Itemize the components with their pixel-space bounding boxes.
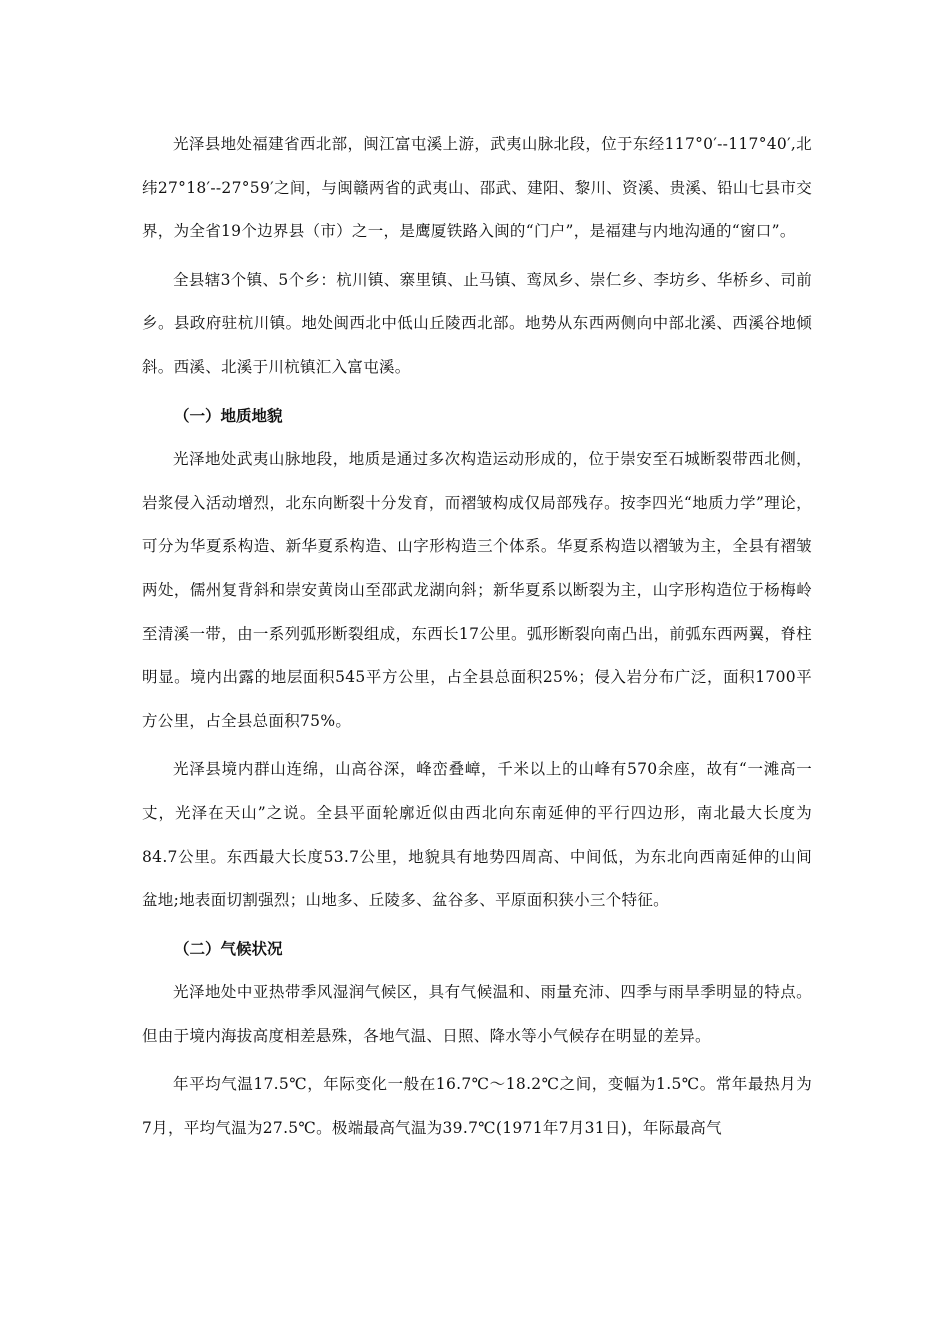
paragraph-location: 光泽县地处福建省西北部，闽江富屯溪上游，武夷山脉北段，位于东经117°0′--117°40′,北纬27°18′--27°59′之间，与闽赣两省的武夷山、邵武、建阳、黎川、资溪、贵溪、铅山七县市交界，为全省19个边界县（市）之一，是鹰厦铁路入闽的“门户”，是福建与内地沟通的“窗口”。 bbox=[142, 135, 812, 241]
section-heading-geology: （一）地质地貌 bbox=[174, 406, 283, 425]
paragraph-administration: 全县辖3个镇、5个乡：杭川镇、寨里镇、止马镇、鸾凤乡、崇仁乡、李坊乡、华桥乡、司前乡。县政府驻杭川镇。地处闽西北中低山丘陵西北部。地势从东西两侧向中部北溪、西溪谷地倾斜。西溪、北溪于川杭镇汇入富屯溪。 bbox=[142, 270, 812, 376]
paragraph-geology: 光泽地处武夷山脉地段，地质是通过多次构造运动形成的，位于崇安至石城断裂带西北侧，岩浆侵入活动增烈，北东向断裂十分发育，而褶皱构成仅局部残存。按李四光“地质力学”理论，可分为华夏系构造、新华夏系构造、山字形构造三个体系。华夏系构造以褶皱为主，全县有褶皱两处，儒州复背斜和崇安黄岗山至邵武龙湖向斜；新华夏系以断裂为主，山字形构造位于杨梅岭至清溪一带，由一系列弧形断裂组成，东西长17公里。弧形断裂向南凸出，前弧东西两翼，脊柱明显。境内出露的地层面积545平方公里，占全县总面积25%；侵入岩分布广泛，面积1700平方公里，占全县总面积75%。 bbox=[142, 450, 812, 730]
paragraph-temperature: 年平均气温17.5℃，年际变化一般在16.7℃～18.2℃之间，变幅为1.5℃。常年最热月为7月，平均气温为27.5℃。极端最高气温为39.7℃(1971年7月31日)，年际最高气 bbox=[142, 1075, 812, 1138]
section-heading-climate: （二）气候状况 bbox=[174, 939, 283, 958]
document-page bbox=[142, 123, 812, 1151]
paragraph-climate: 光泽地处中亚热带季风湿润气候区，具有气候温和、雨量充沛、四季与雨旱季明显的特点。但由于境内海拔高度相差悬殊，各地气温、日照、降水等小气候存在明显的差异。 bbox=[142, 983, 812, 1045]
paragraph-landform: 光泽县境内群山连绵，山高谷深，峰峦叠嶂，千米以上的山峰有570余座，故有“一滩高一丈，光泽在天山”之说。全县平面轮廓近似由西北向东南延伸的平行四边形，南北最大长度为84.7公里。东西最大长度53.7公里，地貌具有地势四周高、中间低，为东北向西南延伸的山间盆地;地表面切割强烈；山地多、丘陵多、盆谷多、平原面积狭小三个特征。 bbox=[142, 760, 812, 910]
